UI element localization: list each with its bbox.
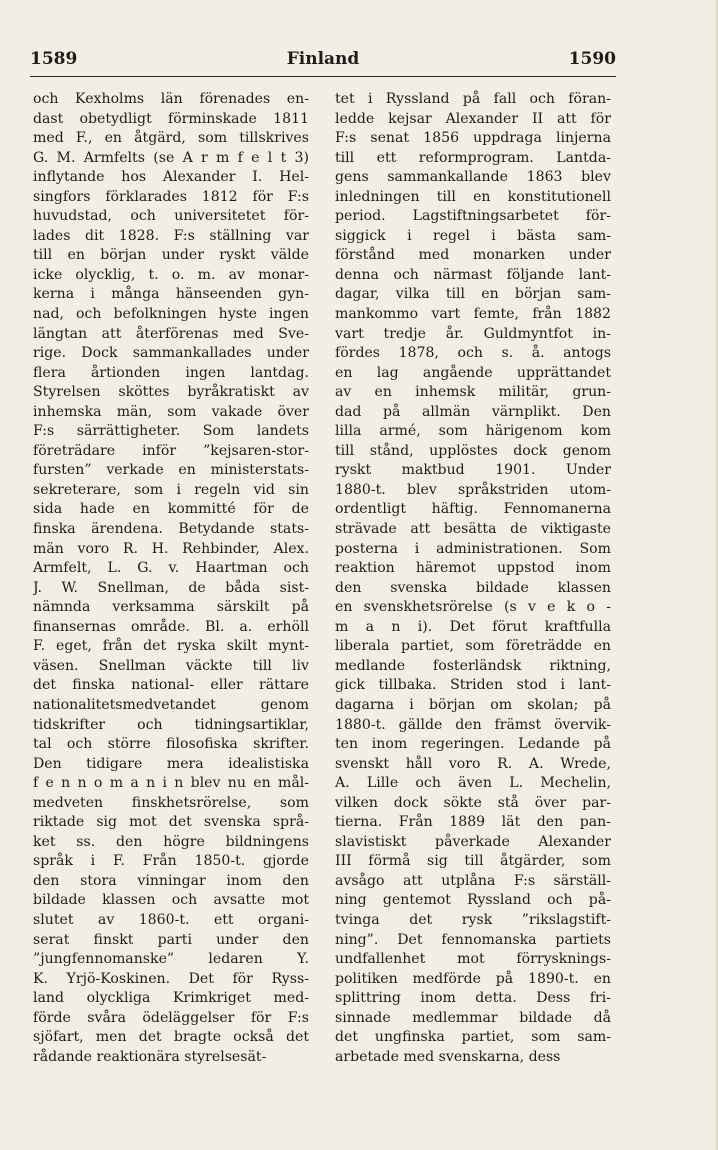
text-line: K. Yrjö-Koskinen. Det för Ryss- [33, 970, 309, 987]
text-line: kerna i många hänseenden gyn- [33, 286, 309, 303]
text-line: den stora vinningar inom den [33, 872, 309, 889]
page-title: Finland [286, 49, 360, 69]
text-line: ten inom regeringen. Ledande på [335, 736, 611, 753]
text-line: den svenska bildade klassen [335, 579, 611, 596]
text-line: tvinga det rysk ”rikslagstift- [335, 911, 611, 928]
text-line: 1880-t. blev språkstriden utom- [335, 481, 611, 498]
text-line: undfallenhet mot förrysknings- [335, 951, 611, 968]
text-line: denna och närmast följande lant- [335, 266, 611, 283]
header-rule [30, 76, 616, 77]
text-line: 1880-t. gällde den främst övervik- [335, 716, 611, 733]
text-line: Styrelsen sköttes byråkratiskt av [33, 384, 309, 401]
text-line: fördes 1878, och s. å. antogs [335, 345, 611, 362]
text-line: ket ss. den högre bildningens [33, 833, 309, 850]
text-line: sjöfart, men det bragte också det [33, 1029, 309, 1046]
text-line: F:s senat 1856 uppdraga linjerna [335, 130, 611, 147]
text-line: III förmå sig till åtgärder, som [335, 853, 611, 870]
text-line: medveten finskhetsrörelse, som [33, 794, 309, 811]
text-line: till stånd, upplöstes dock genom [335, 442, 611, 459]
text-line: av en inhemsk militär, grun- [335, 384, 611, 401]
text-line: finska ärendena. Betydande stats- [33, 521, 309, 538]
text-line: ning”. Det fennomanska partiets [335, 931, 611, 948]
text-line: liberala partiet, som företrädde en [335, 638, 611, 655]
text-line: serat finskt parti under den [33, 931, 309, 948]
page-number-left: 1589 [30, 49, 78, 69]
text-line: nad, och befolkningen hyste ingen [33, 306, 309, 323]
text-line: tidskrifter och tidningsartiklar, [33, 716, 309, 733]
text-line: rige. Dock sammankallades under [33, 345, 309, 362]
text-line: J. W. Snellman, de båda sist- [33, 579, 309, 596]
text-line: f e n n o m a n i n blev nu en mål- [33, 775, 309, 792]
page-header [30, 46, 616, 74]
text-line: tierna. Från 1889 lät den pan- [335, 814, 611, 831]
text-line: gens sammankallande 1863 blev [335, 169, 611, 186]
text-line: språk i F. Från 1850-t. gjorde [33, 853, 309, 870]
text-line: riktade sig mot det svenska språ- [33, 814, 309, 831]
text-line: tet i Ryssland på fall och föran- [335, 91, 611, 107]
text-line: F:s särrättigheter. Som landets [33, 423, 309, 440]
text-line: förde svåra ödeläggelser för F:s [33, 1009, 309, 1026]
text-line: företrädare inför ”kejsaren-stor- [33, 442, 309, 459]
text-line: lilla armé, som härigenom kom [335, 423, 611, 440]
text-line: och Kexholms län förenades en- [33, 91, 309, 107]
text-line: posterna i administrationen. Som [335, 540, 611, 557]
text-line: längtan att återförenas med Sve- [33, 325, 309, 342]
text-line: med F., en åtgärd, som tillskrives [33, 130, 309, 147]
text-line: nationalitetsmedvetandet genom [33, 696, 309, 713]
text-line: ledde kejsar Alexander II att för [335, 110, 611, 127]
text-line: period. Lagstiftningsarbetet för- [335, 208, 611, 225]
text-line: fursten” verkade en ministerstats- [33, 462, 309, 479]
text-line: land olyckliga Krimkriget med- [33, 990, 309, 1007]
text-line: sinnade medlemmar bildade då [335, 1009, 611, 1026]
text-line: dast obetydligt förminskade 1811 [33, 110, 309, 127]
text-line: slutet av 1860-t. ett organi- [33, 911, 309, 928]
text-line: strävade att besätta de viktigaste [335, 521, 611, 538]
text-line: flera årtionden ingen lantdag. [33, 364, 309, 381]
text-line: dad på allmän värnplikt. Den [335, 403, 611, 420]
text-line: vilken dock sökte stå över par- [335, 794, 611, 811]
text-line: förstånd med monarken under [335, 247, 611, 264]
text-line: ordentligt häftig. Fennomanerna [335, 501, 611, 518]
text-line: inhemska män, som vakade över [33, 403, 309, 420]
text-line: bildade klassen och avsatte mot [33, 892, 309, 909]
text-line: F. eget, från det ryska skilt mynt- [33, 638, 309, 655]
text-line: väsen. Snellman väckte till liv [33, 657, 309, 674]
text-line: ryskt maktbud 1901. Under [335, 462, 611, 479]
text-line: arbetade med svenskarna, dess [335, 1048, 561, 1065]
text-line: politiken medförde på 1890-t. en [335, 970, 611, 987]
text-line: en svenskhetsrörelse (s v e k o - [335, 599, 611, 616]
text-line: inflytande hos Alexander I. Hel- [33, 169, 309, 186]
text-line: sekreterare, som i regeln vid sin [33, 481, 309, 498]
text-line: slavistiskt påverkade Alexander [335, 833, 611, 850]
text-line: ”jungfennomanske” ledaren Y. [33, 951, 309, 968]
text-line: reaktion häremot uppstod inom [335, 560, 611, 577]
text-line: svenskt håll voro R. A. Wrede, [335, 755, 611, 772]
text-line: män voro R. H. Rehbinder, Alex. [33, 540, 309, 557]
text-line: huvudstad, och universitetet för- [33, 208, 309, 225]
text-line: en lag angående upprättandet [335, 364, 611, 381]
text-line: icke olycklig, t. o. m. av monar- [33, 266, 309, 283]
text-line: siggick i regel i bästa sam- [335, 227, 611, 244]
text-line: rådande reaktionära styrelsesät- [33, 1048, 267, 1065]
text-line: dagar, vilka till en början sam- [335, 286, 611, 303]
text-line: avsågo att utplåna F:s särställ- [335, 872, 611, 889]
text-line: Armfelt, L. G. v. Haartman och [33, 560, 309, 577]
text-line: finansernas område. Bl. a. erhöll [33, 618, 309, 635]
text-line: till ett reformprogram. Lantda- [335, 149, 611, 166]
text-line: det ungfinska partiet, som sam- [335, 1029, 611, 1046]
text-line: nämnda verksamma särskilt på [33, 599, 309, 616]
text-line: medlande fosterländsk riktning, [335, 657, 611, 674]
text-line: till en början under ryskt välde [33, 247, 309, 264]
text-line: splittring inom detta. Dess fri- [335, 990, 611, 1007]
page-number-right: 1590 [568, 49, 616, 69]
text-line: vart tredje år. Guldmyntfot in- [335, 325, 611, 342]
text-line: inledningen till en konstitutionell [335, 188, 611, 205]
text-line: mankommo vart femte, från 1882 [335, 306, 611, 323]
text-line: lades dit 1828. F:s ställning var [33, 227, 309, 244]
text-line: dagarna i början om skolan; på [335, 696, 611, 713]
text-line: singfors förklarades 1812 för F:s [33, 188, 309, 205]
text-line: gick tillbaka. Striden stod i lant- [335, 677, 611, 694]
text-line: det finska national- eller rättare [33, 677, 309, 694]
text-line: sida hade en kommitté för de [33, 501, 309, 518]
right-text-column [335, 90, 611, 1067]
text-line: ning gentemot Ryssland och på- [335, 892, 611, 909]
text-line: A. Lille och även L. Mechelin, [335, 775, 611, 792]
text-line: Den tidigare mera idealistiska [33, 755, 309, 772]
text-line: m a n i). Det förut kraftfulla [335, 618, 611, 635]
text-line: G. M. Armfelts (se A r m f e l t 3) [33, 149, 309, 166]
page-edge-shadow [714, 0, 718, 1150]
text-line: tal och större filosofiska skrifter. [33, 736, 309, 753]
left-text-column [33, 90, 309, 1067]
